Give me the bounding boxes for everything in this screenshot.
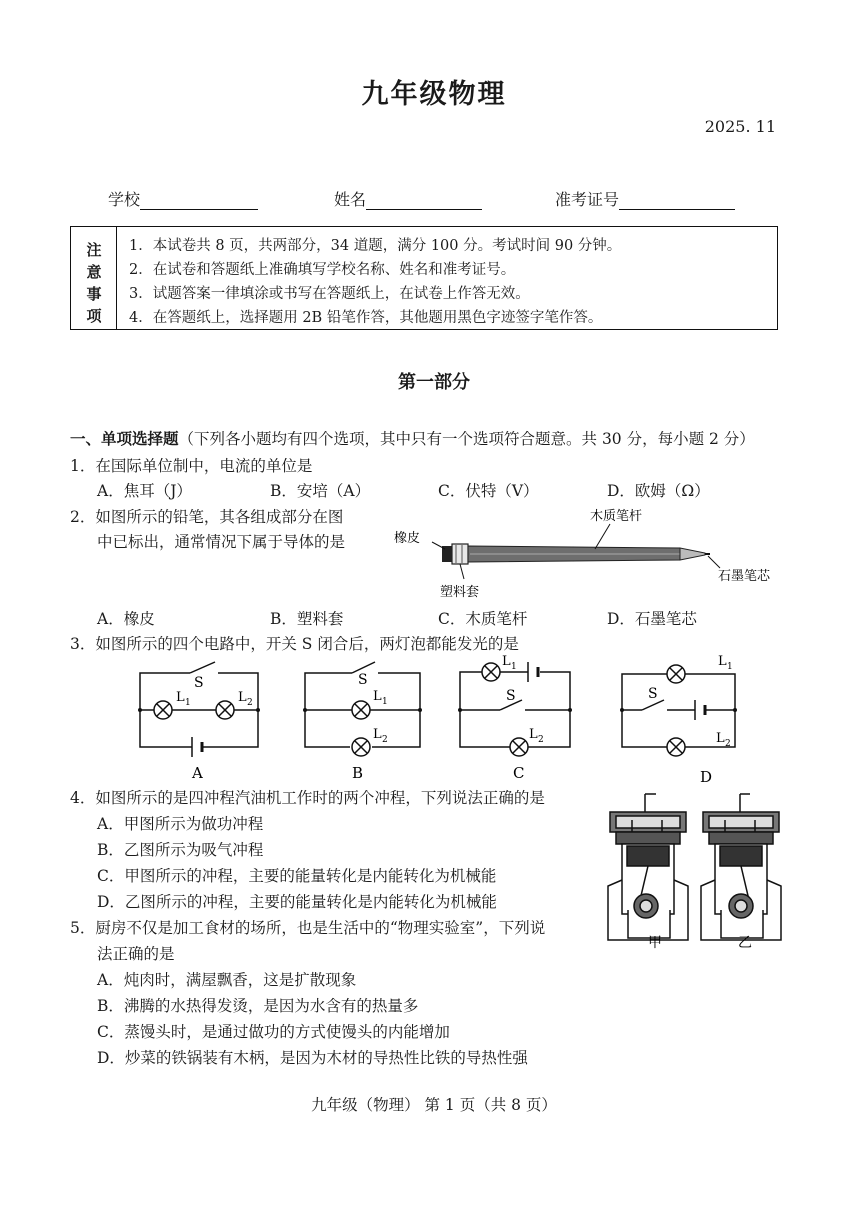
plastic-sleeve-shape [452,544,468,564]
school-field[interactable] [108,187,258,210]
q2-option-b[interactable]: B．塑料套 [270,610,344,628]
circuit-label-a: A [192,764,203,782]
engine-yi [701,794,781,940]
question-text: 如图所示的是四冲程汽油机工作时的两个冲程，下列说法正确的是 [95,789,545,807]
notice-side-label [71,227,117,329]
q5-option-d[interactable]: D．炒菜的铁锅装有木柄，是因为木材的导热性比铁的导热性强 [97,1049,528,1067]
question-number: 4． [70,789,96,807]
engine-figure [600,790,790,950]
lamp-icon [352,738,370,756]
school-blank[interactable] [140,191,258,210]
section-title: 一、单项选择题 [70,429,179,448]
svg-text:L: L [238,690,247,705]
svg-text:S: S [194,675,204,691]
question-2-stem [70,505,343,527]
question-5-stem-cont: 法正确的是 [97,945,175,963]
page-footer: 九年级（物理） 第 1 页（共 8 页） [311,1096,557,1114]
lamp-icon [482,663,500,681]
q1-option-b[interactable]: B．安培（A） [270,482,371,500]
q1-option-d[interactable]: D．欧姆（Ω） [607,482,710,500]
pencil-figure [390,502,790,602]
circuit-label-d: D [700,768,713,786]
svg-text:2: 2 [538,735,544,745]
exam-id-blank[interactable] [619,191,735,210]
question-5-stem [70,916,545,938]
label-graphite: 石墨笔芯 [718,569,771,584]
name-blank[interactable] [366,191,482,210]
label-eraser: 橡皮 [394,531,421,546]
question-text: 厨房不仅是加工食材的场所，也是生活中的“物理实验室”，下列说 [95,919,546,937]
label-wooden-shaft: 木质笔杆 [590,509,643,524]
q4-option-a[interactable]: A．甲图所示为做功冲程 [97,815,264,833]
name-field[interactable] [334,187,482,210]
page-title: 九年级物理 [361,79,507,110]
svg-text:1: 1 [727,662,733,672]
svg-text:L: L [718,654,727,669]
question-number: 2． [70,508,96,526]
svg-text:2: 2 [382,735,388,745]
circuit-c [460,662,570,747]
svg-text:S: S [506,688,516,704]
svg-text:L: L [716,731,725,746]
notice-char: 项 [86,307,102,325]
notice-char: 意 [86,263,102,281]
svg-text:L: L [373,727,382,742]
q5-option-b[interactable]: B．沸腾的水热得发烫，是因为水含有的热量多 [97,997,419,1015]
question-number: 1． [70,457,96,475]
question-number: 5． [70,919,96,937]
svg-text:L: L [502,654,511,669]
exam-id-label: 准考证号 [555,190,620,209]
q4-option-b[interactable]: B．乙图所示为吸气冲程 [97,841,264,859]
exam-id-field[interactable] [555,187,735,210]
exam-date: 2025. 11 [704,117,776,136]
notice-item: 2．在试卷和答题纸上准确填写学校名称、姓名和准考证号。 [129,262,516,278]
notice-box [70,226,778,330]
notice-char: 注 [86,241,102,259]
label-plastic-sleeve: 塑料套 [440,585,480,600]
q4-option-d[interactable]: D．乙图所示的冲程，主要的能量转化是内能转化为机械能 [97,893,497,911]
svg-text:L: L [176,690,185,705]
svg-text:L: L [373,689,382,704]
q5-option-c[interactable]: C．蒸馒头时，是通过做功的方式使馒头的内能增加 [97,1023,450,1041]
lamp-icon [510,738,528,756]
svg-text:2: 2 [247,698,253,708]
lamp-icon [352,701,370,719]
notice-char: 事 [86,285,102,303]
q2-option-d[interactable]: D．石墨笔芯 [607,610,697,628]
svg-text:L: L [529,727,538,742]
question-1-stem [70,454,312,476]
part-title: 第一部分 [398,372,470,393]
svg-text:1: 1 [185,698,191,708]
notice-item: 4．在答题纸上，选择题用 2B 铅笔作答，其他题用黑色字迹签字笔作答。 [129,310,603,326]
q2-option-a[interactable]: A．橡皮 [97,610,155,628]
engine-label-yi: 乙 [738,935,752,950]
pencil-tip-shape [680,548,705,560]
svg-text:1: 1 [511,662,517,672]
svg-text:1: 1 [382,697,388,707]
lamp-icon [216,701,234,719]
svg-text:2: 2 [725,739,731,749]
circuit-label-b: B [352,764,364,782]
question-text: 在国际单位制中，电流的单位是 [95,457,313,475]
question-text: 如图所示的铅笔，其各组成部分在图 [95,508,344,526]
q5-option-a[interactable]: A．炖肉时，满屋飘香，这是扩散现象 [97,971,357,989]
school-label: 学校 [108,190,141,209]
question-text: 如图所示的四个电路中，开关 S 闭合后，两灯泡都能发光的是 [95,635,519,653]
lamp-icon [667,738,685,756]
q1-option-a[interactable]: A．焦耳（J） [97,482,192,500]
notice-item: 1．本试卷共 8 页，共两部分，34 道题，满分 100 分。考试时间 90 分钟。 [129,238,622,254]
question-2-stem-cont: 中已标出，通常情况下属于导体的是 [97,533,346,551]
section-note: （下列各小题均有四个选项，其中只有一个选项符合题意。共 30 分，每小题 2 分） [178,430,755,448]
engine-jia [608,794,688,940]
lamp-icon [667,665,685,683]
q4-option-c[interactable]: C．甲图所示的冲程，主要的能量转化是内能转化为机械能 [97,867,497,885]
notice-item: 3．试题答案一律填涂或书写在答题纸上，在试卷上作答无效。 [129,286,530,302]
circuits-figure [130,650,750,790]
name-label: 姓名 [334,190,367,209]
q1-option-c[interactable]: C．伏特（V） [438,482,539,500]
question-4-stem [70,786,545,808]
lamp-icon [154,701,172,719]
svg-text:S: S [358,672,368,688]
svg-text:S: S [648,686,658,702]
circuit-label-c: C [513,764,525,782]
q2-option-c[interactable]: C．木质笔杆 [438,610,528,628]
section-heading [70,427,755,449]
question-number: 3． [70,635,96,653]
engine-label-jia: 甲 [648,935,662,950]
